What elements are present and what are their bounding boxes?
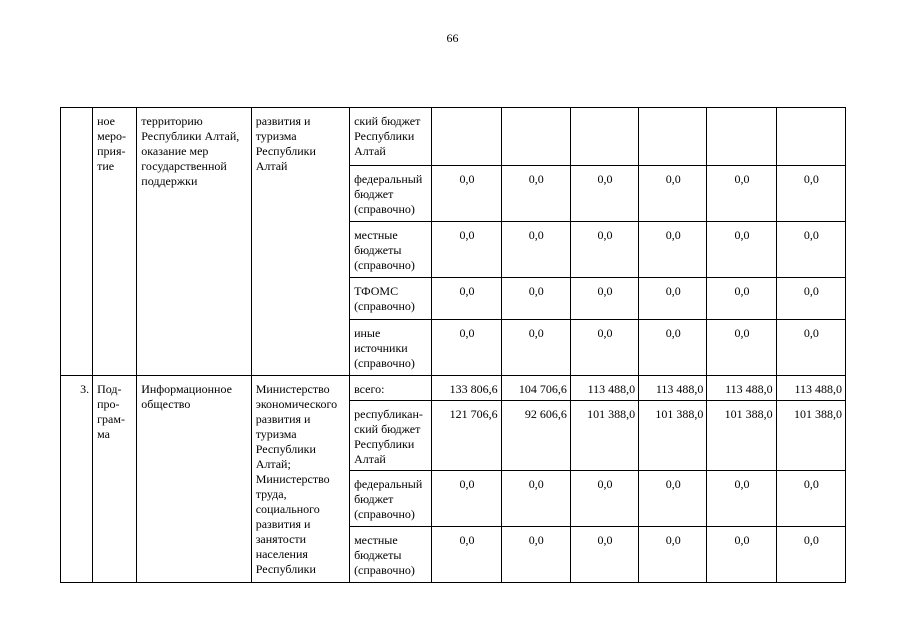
amount-cell: 0,0 — [776, 320, 845, 376]
amount-cell: 0,0 — [432, 320, 501, 376]
funding-source-cell: республикан-ский бюджет Республики Алтай — [350, 401, 432, 471]
amount-cell: 0,0 — [570, 166, 638, 222]
amount-cell: 0,0 — [639, 527, 707, 583]
row-index-cell — [61, 108, 93, 376]
amount-cell: 101 388,0 — [776, 401, 845, 471]
amount-cell: 0,0 — [570, 320, 638, 376]
amount-cell: 0,0 — [432, 166, 501, 222]
amount-cell: 0,0 — [570, 222, 638, 278]
amount-cell: 0,0 — [707, 166, 776, 222]
amount-cell: 0,0 — [570, 527, 638, 583]
amount-cell: 0,0 — [707, 278, 776, 320]
amount-cell: 0,0 — [432, 527, 501, 583]
amount-cell: 121 706,6 — [432, 401, 501, 471]
amount-cell: 0,0 — [776, 222, 845, 278]
amount-cell: 0,0 — [432, 278, 501, 320]
amount-cell — [432, 108, 501, 166]
event-type-cell: Под- про- грам- ма — [93, 376, 137, 583]
executor-cell: Министерство экономического развития и туризма Республики Алтай; Министерство труда, социального развития и занятости населения Республики — [251, 376, 349, 583]
amount-cell: 0,0 — [501, 320, 570, 376]
amount-cell: 0,0 — [639, 471, 707, 527]
funding-source-cell: всего: — [350, 376, 432, 401]
amount-cell: 0,0 — [776, 527, 845, 583]
amount-cell: 133 806,6 — [432, 376, 501, 401]
amount-cell — [776, 108, 845, 166]
event-name-cell: территорию Республики Алтай, оказание мер государственной поддержки — [137, 108, 251, 376]
amount-cell: 0,0 — [639, 320, 707, 376]
amount-cell: 0,0 — [707, 222, 776, 278]
amount-cell — [639, 108, 707, 166]
amount-cell: 0,0 — [639, 278, 707, 320]
amount-cell: 113 488,0 — [707, 376, 776, 401]
page-number: 66 — [446, 31, 459, 45]
amount-cell: 0,0 — [776, 278, 845, 320]
budget-table — [60, 107, 846, 583]
amount-cell: 0,0 — [570, 471, 638, 527]
amount-cell: 0,0 — [707, 471, 776, 527]
amount-cell — [707, 108, 776, 166]
amount-cell: 101 388,0 — [707, 401, 776, 471]
table-row — [61, 376, 846, 401]
event-name-cell: Информационное общество — [137, 376, 251, 583]
amount-cell — [501, 108, 570, 166]
funding-source-cell: местные бюджеты (справочно) — [350, 527, 432, 583]
amount-cell: 0,0 — [501, 471, 570, 527]
amount-cell: 0,0 — [639, 222, 707, 278]
amount-cell: 0,0 — [776, 471, 845, 527]
amount-cell: 113 488,0 — [570, 376, 638, 401]
funding-source-cell: ский бюджет Республики Алтай — [350, 108, 432, 166]
amount-cell: 0,0 — [707, 320, 776, 376]
amount-cell: 0,0 — [501, 166, 570, 222]
row-index-cell: 3. — [61, 376, 93, 583]
executor-cell: развития и туризма Республики Алтай — [251, 108, 349, 376]
amount-cell: 104 706,6 — [501, 376, 570, 401]
amount-cell: 101 388,0 — [570, 401, 638, 471]
amount-cell: 0,0 — [776, 166, 845, 222]
funding-source-cell: местные бюджеты (справочно) — [350, 222, 432, 278]
amount-cell: 0,0 — [501, 222, 570, 278]
amount-cell: 92 606,6 — [501, 401, 570, 471]
amount-cell: 0,0 — [707, 527, 776, 583]
amount-cell: 0,0 — [432, 222, 501, 278]
funding-source-cell: федеральный бюджет (справочно) — [350, 471, 432, 527]
amount-cell: 0,0 — [570, 278, 638, 320]
funding-source-cell: ТФОМС (справочно) — [350, 278, 432, 320]
amount-cell: 0,0 — [501, 527, 570, 583]
amount-cell: 0,0 — [501, 278, 570, 320]
amount-cell: 113 488,0 — [776, 376, 845, 401]
amount-cell: 0,0 — [639, 166, 707, 222]
table-row — [61, 108, 846, 166]
funding-source-cell: иные источники (справочно) — [350, 320, 432, 376]
amount-cell — [570, 108, 638, 166]
amount-cell: 113 488,0 — [639, 376, 707, 401]
amount-cell: 0,0 — [432, 471, 501, 527]
funding-source-cell: федеральный бюджет (справочно) — [350, 166, 432, 222]
amount-cell: 101 388,0 — [639, 401, 707, 471]
event-type-cell: ное меро- прия- тие — [93, 108, 137, 376]
